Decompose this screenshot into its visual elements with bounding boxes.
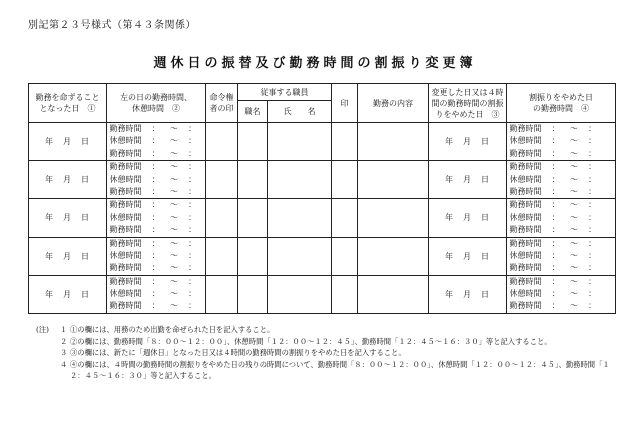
ordered-date-cell[interactable]: 年 月 日 — [29, 123, 107, 161]
name-cell[interactable] — [268, 237, 332, 275]
changed-date-cell[interactable]: 年 月 日 — [429, 123, 507, 161]
commander-seal-cell[interactable] — [206, 275, 238, 313]
table-row — [29, 199, 616, 237]
ordered-date-cell[interactable]: 年 月 日 — [29, 199, 107, 237]
position-cell[interactable] — [238, 237, 268, 275]
form-number: 別記第２３号様式（第４３条関係） — [28, 20, 196, 31]
work-content-cell[interactable] — [358, 161, 429, 199]
commander-seal-cell[interactable] — [206, 237, 238, 275]
seal-cell[interactable] — [332, 161, 358, 199]
changed-date-cell[interactable]: 年 月 日 — [429, 237, 507, 275]
name-cell[interactable] — [268, 123, 332, 161]
note-item: ３ ③の欄には、新たに「週休日」となった日又は４時間の勤務時間の割振りをやめた日を記入すること。 — [60, 348, 406, 357]
header-commander-seal: 命令権 者の印 — [206, 84, 238, 123]
position-cell[interactable] — [238, 123, 268, 161]
name-cell[interactable] — [268, 161, 332, 199]
header-work-content: 勤務の内容 — [358, 84, 429, 123]
cancelled-hours-cell[interactable]: 勤務時間 ： ～ ： 休憩時間 ： ～ ： 勤務時間 ： ～ ： — [507, 161, 616, 199]
seal-cell[interactable] — [332, 123, 358, 161]
name-cell[interactable] — [268, 275, 332, 313]
cancelled-hours-cell[interactable]: 勤務時間 ： ～ ： 休憩時間 ： ～ ： 勤務時間 ： ～ ： — [507, 123, 616, 161]
ordered-date-cell[interactable]: 年 月 日 — [29, 237, 107, 275]
work-hours-cell[interactable]: 勤務時間 ： ～ ： 休憩時間 ： ～ ： 勤務時間 ： ～ ： — [107, 123, 206, 161]
seal-cell[interactable] — [332, 237, 358, 275]
commander-seal-cell[interactable] — [206, 161, 238, 199]
seal-cell[interactable] — [332, 199, 358, 237]
cancelled-hours-cell[interactable]: 勤務時間 ： ～ ： 休憩時間 ： ～ ： 勤務時間 ： ～ ： — [507, 199, 616, 237]
work-hours-cell[interactable]: 勤務時間 ： ～ ： 休憩時間 ： ～ ： 勤務時間 ： ～ ： — [107, 275, 206, 313]
work-content-cell[interactable] — [358, 199, 429, 237]
changed-date-cell[interactable]: 年 月 日 — [429, 199, 507, 237]
commander-seal-cell[interactable] — [206, 199, 238, 237]
header-seal: 印 — [332, 84, 358, 123]
seal-cell[interactable] — [332, 275, 358, 313]
work-hours-cell[interactable]: 勤務時間 ： ～ ： 休憩時間 ： ～ ： 勤務時間 ： ～ ： — [107, 161, 206, 199]
work-content-cell[interactable] — [358, 237, 429, 275]
commander-seal-cell[interactable] — [206, 123, 238, 161]
notes — [36, 324, 611, 382]
note-item: ２ ②の欄には、勤務時間「８：００～１２：００」、休憩時間「１２：００～１２：４５」、勤務時間「１２：４５～１６：３０」等と記入すること。 — [60, 336, 552, 346]
header-staff: 従事する職員 — [238, 84, 332, 101]
page-title: 週休日の振替及び勤務時間の割振り変更簿 — [153, 56, 477, 71]
note-item: ４ ④の欄には、４時間の勤務時間の割振りをやめた日の残りの時間について、勤務時間「８：００～１２：００」、休憩時間「１２：００～１２：４５」、勤務時間「１２：４５～１６：３０」等と記入すること。 — [60, 359, 610, 380]
header-name: 氏 名 — [268, 101, 332, 123]
table-row — [29, 275, 616, 313]
header-changed-date: 変更した日又は４時 間の勤務時間の割振 りをやめた日 ③ — [429, 84, 507, 123]
work-hours-cell[interactable]: 勤務時間 ： ～ ： 休憩時間 ： ～ ： 勤務時間 ： ～ ： — [107, 237, 206, 275]
position-cell[interactable] — [238, 275, 268, 313]
header-work-hours: 左の日の勤務時間、 休憩時間 ② — [107, 84, 206, 123]
cancelled-hours-cell[interactable]: 勤務時間 ： ～ ： 休憩時間 ： ～ ： 勤務時間 ： ～ ： — [507, 237, 616, 275]
work-content-cell[interactable] — [358, 123, 429, 161]
change-register-table — [28, 83, 616, 314]
position-cell[interactable] — [238, 161, 268, 199]
note-item: (注) １ ①の欄には、用務のため出勤を命ぜられた日を記入すること。 — [36, 325, 275, 334]
table-row — [29, 161, 616, 199]
table-row — [29, 123, 616, 161]
changed-date-cell[interactable]: 年 月 日 — [429, 161, 507, 199]
changed-date-cell[interactable]: 年 月 日 — [429, 275, 507, 313]
header-position: 職名 — [238, 101, 268, 123]
work-content-cell[interactable] — [358, 275, 429, 313]
work-hours-cell[interactable]: 勤務時間 ： ～ ： 休憩時間 ： ～ ： 勤務時間 ： ～ ： — [107, 199, 206, 237]
ordered-date-cell[interactable]: 年 月 日 — [29, 161, 107, 199]
ordered-date-cell[interactable]: 年 月 日 — [29, 275, 107, 313]
cancelled-hours-cell[interactable]: 勤務時間 ： ～ ： 休憩時間 ： ～ ： 勤務時間 ： ～ ： — [507, 275, 616, 313]
position-cell[interactable] — [238, 199, 268, 237]
header-date-ordered: 勤務を命ずること となった日 ① — [29, 84, 107, 123]
header-cancelled-hours: 割振りをやめた日 の勤務時間 ④ — [507, 84, 616, 123]
table-row — [29, 237, 616, 275]
name-cell[interactable] — [268, 199, 332, 237]
